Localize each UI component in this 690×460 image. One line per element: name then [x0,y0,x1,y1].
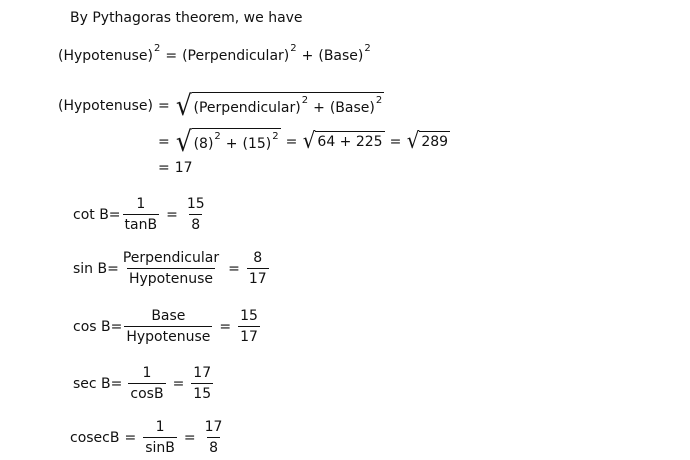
cosec-b-row [70,418,226,457]
hypotenuse-root-equation [58,89,384,122]
plus-sign: + [301,48,314,64]
equals-sign: = [172,375,185,392]
radical-icon: √ [175,89,192,122]
equals-sign: = [165,48,178,64]
hypotenuse-term: (Hypotenuse)$^2$ [58,43,161,64]
cos-b-row [73,307,262,346]
fraction: $\frac{\text{Perpendicular}}{\text{Hypotenuse}}$ [122,250,220,287]
fraction: $\frac{1}{\cos B}$ [130,365,164,402]
equals-sign: = [158,134,170,150]
square-root [302,131,384,153]
term-8-squared: $(8)^2$ [193,130,221,152]
fraction: $\frac{1}{\sin B}$ [145,419,175,456]
square-root [175,125,281,158]
square-root [406,131,450,153]
fraction: $\frac{8}{17}$ [248,250,267,287]
perpendicular-term: (Perpendicular)$^2$ [193,94,309,116]
root-value: 289 [419,131,450,153]
numeric-root-equation [158,125,450,158]
radical-icon: √ [407,129,420,154]
radical-icon: √ [303,129,316,154]
perpendicular-term: (Perpendicular)$^2$ [182,43,297,64]
intro-text: By Pythagoras theorem, we have [70,10,303,26]
sum-term: 64 + 225 [315,131,384,153]
hypotenuse-value [158,160,193,176]
sin-b-row [73,249,271,288]
equals-sign: = [157,98,170,114]
equals-sign: = [228,260,240,277]
cot-b-row [73,195,209,234]
fraction: $\frac{1}{\tan B}$ [124,196,158,233]
plus-sign: + [313,99,325,116]
equals-sign: = [389,134,402,150]
plus-sign: + [225,135,238,152]
pythagoras-equation [58,43,371,64]
cos-b-label: cos B= [73,318,123,335]
value-17: 17 [174,160,193,176]
equals-sign: = [166,206,178,223]
sec-b-row [73,364,215,403]
equals-sign: = [158,160,170,176]
sin-b-label: sin B= [73,260,119,277]
fraction: $\frac{17}{8}$ [204,419,223,456]
fraction: $\frac{15}{8}$ [186,196,205,233]
fraction: $\frac{\text{Base}}{\text{Hypotenuse}}$ [126,308,211,345]
cot-b-label: cot B= [73,206,121,223]
sec-b-label: sec B= [73,375,123,392]
cosec-b-label: cosecB [70,429,120,446]
fraction: $\frac{15}{17}$ [240,308,258,345]
fraction: $\frac{17}{15}$ [193,365,212,402]
term-15-squared: $(15)^2$ [242,130,279,152]
base-term: (Base)$^2$ [329,94,383,116]
base-term: (Base)$^2$ [318,43,371,64]
radical-icon: √ [175,125,192,158]
equals-sign: = [219,318,232,335]
equals-sign: = [285,134,298,150]
hypotenuse-label: (Hypotenuse) [58,98,153,114]
equals-sign: = [183,429,196,446]
square-root [175,89,385,122]
equals-sign: = [124,429,137,446]
